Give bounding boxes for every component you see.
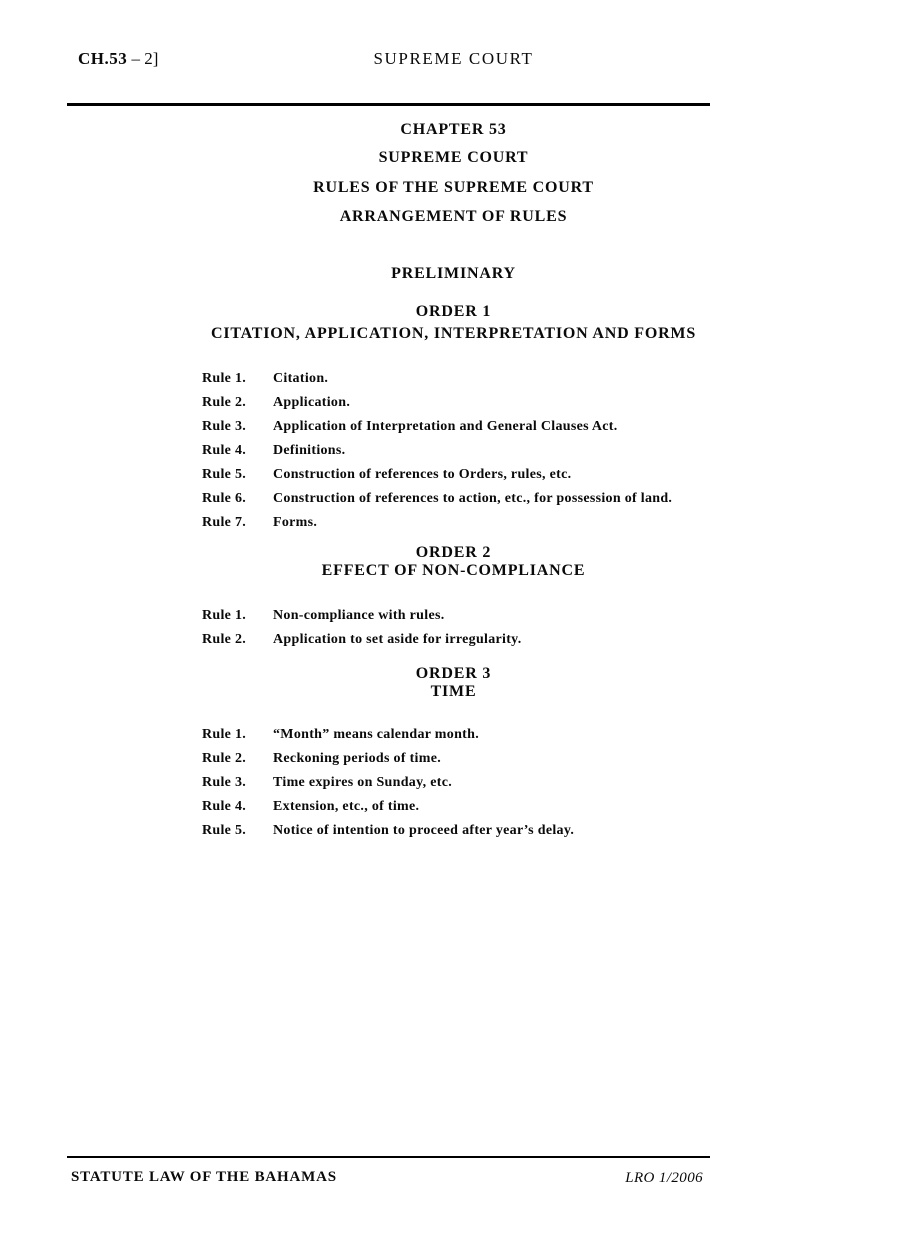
- rule-number: Rule 5.: [202, 467, 247, 482]
- chapter-heading: CHAPTER 53: [400, 121, 507, 138]
- rules-title-heading: RULES OF THE SUPREME COURT: [313, 179, 594, 196]
- rule-number: Rule 5.: [202, 823, 247, 838]
- rule-title: Application.: [273, 395, 351, 410]
- footer-revision-note: LRO 1/2006: [625, 1170, 703, 1186]
- order-2-title: ORDER 2: [415, 544, 492, 561]
- rule-title: Definitions.: [273, 443, 346, 458]
- rule-row: [202, 516, 317, 530]
- rule-row: [202, 444, 345, 458]
- rule-title: Application of Interpretation and General Clauses Act.: [273, 419, 618, 434]
- rule-number: Rule 6.: [202, 491, 247, 506]
- order-1-subtitle: CITATION, APPLICATION, INTERPRETATION AND FORMS: [210, 325, 697, 342]
- rule-title: “Month” means calendar month.: [273, 727, 480, 742]
- rule-row: [202, 468, 571, 482]
- rule-row: [202, 824, 574, 838]
- rule-row: [202, 420, 618, 434]
- rule-number: Rule 1.: [202, 608, 247, 623]
- footer-publication-title: STATUTE LAW OF THE BAHAMAS: [71, 1169, 337, 1185]
- rule-number: Rule 7.: [202, 515, 247, 530]
- rule-title: Construction of references to Orders, rules, etc.: [273, 467, 572, 482]
- rule-number: Rule 3.: [202, 419, 247, 434]
- rule-title: Notice of intention to proceed after year’s delay.: [273, 823, 575, 838]
- order-1-title: ORDER 1: [415, 303, 492, 320]
- rule-title: Non-compliance with rules.: [273, 608, 445, 623]
- rule-row: [202, 609, 445, 623]
- rule-title: Application to set aside for irregularity.: [273, 632, 522, 647]
- rule-number: Rule 3.: [202, 775, 247, 790]
- rule-number: Rule 2.: [202, 395, 247, 410]
- rule-row: [202, 492, 672, 506]
- rule-number: Rule 2.: [202, 751, 247, 766]
- order-3-title: ORDER 3: [415, 665, 492, 682]
- rule-row: [202, 728, 479, 742]
- rule-number: Rule 4.: [202, 443, 247, 458]
- rule-row: [202, 752, 441, 766]
- rule-row: [202, 396, 350, 410]
- rule-row: [202, 800, 419, 814]
- arrangement-heading: ARRANGEMENT OF RULES: [339, 208, 568, 225]
- running-title: SUPREME COURT: [373, 49, 534, 68]
- rule-row: [202, 372, 328, 386]
- rule-title: Reckoning periods of time.: [273, 751, 442, 766]
- chapter-reference-page: – 2]: [127, 49, 159, 68]
- rule-title: Forms.: [273, 515, 318, 530]
- rule-row: [202, 776, 452, 790]
- order-3-subtitle: TIME: [430, 683, 477, 700]
- rule-number: Rule 4.: [202, 799, 247, 814]
- footer-divider-line: [67, 1156, 710, 1158]
- rule-title: Time expires on Sunday, etc.: [273, 775, 453, 790]
- rule-number: Rule 1.: [202, 371, 247, 386]
- rule-row: [202, 633, 522, 647]
- rule-number: Rule 1.: [202, 727, 247, 742]
- rule-title: Extension, etc., of time.: [273, 799, 420, 814]
- order-2-subtitle: EFFECT OF NON-COMPLIANCE: [321, 562, 586, 579]
- preliminary-heading: PRELIMINARY: [391, 265, 516, 282]
- rule-number: Rule 2.: [202, 632, 247, 647]
- chapter-reference-number: CH.53: [78, 49, 128, 68]
- rule-title: Citation.: [273, 371, 329, 386]
- rule-title: Construction of references to action, etc., for possession of land.: [273, 491, 673, 506]
- act-title-heading: SUPREME COURT: [378, 149, 529, 166]
- header-divider-line: [67, 103, 710, 106]
